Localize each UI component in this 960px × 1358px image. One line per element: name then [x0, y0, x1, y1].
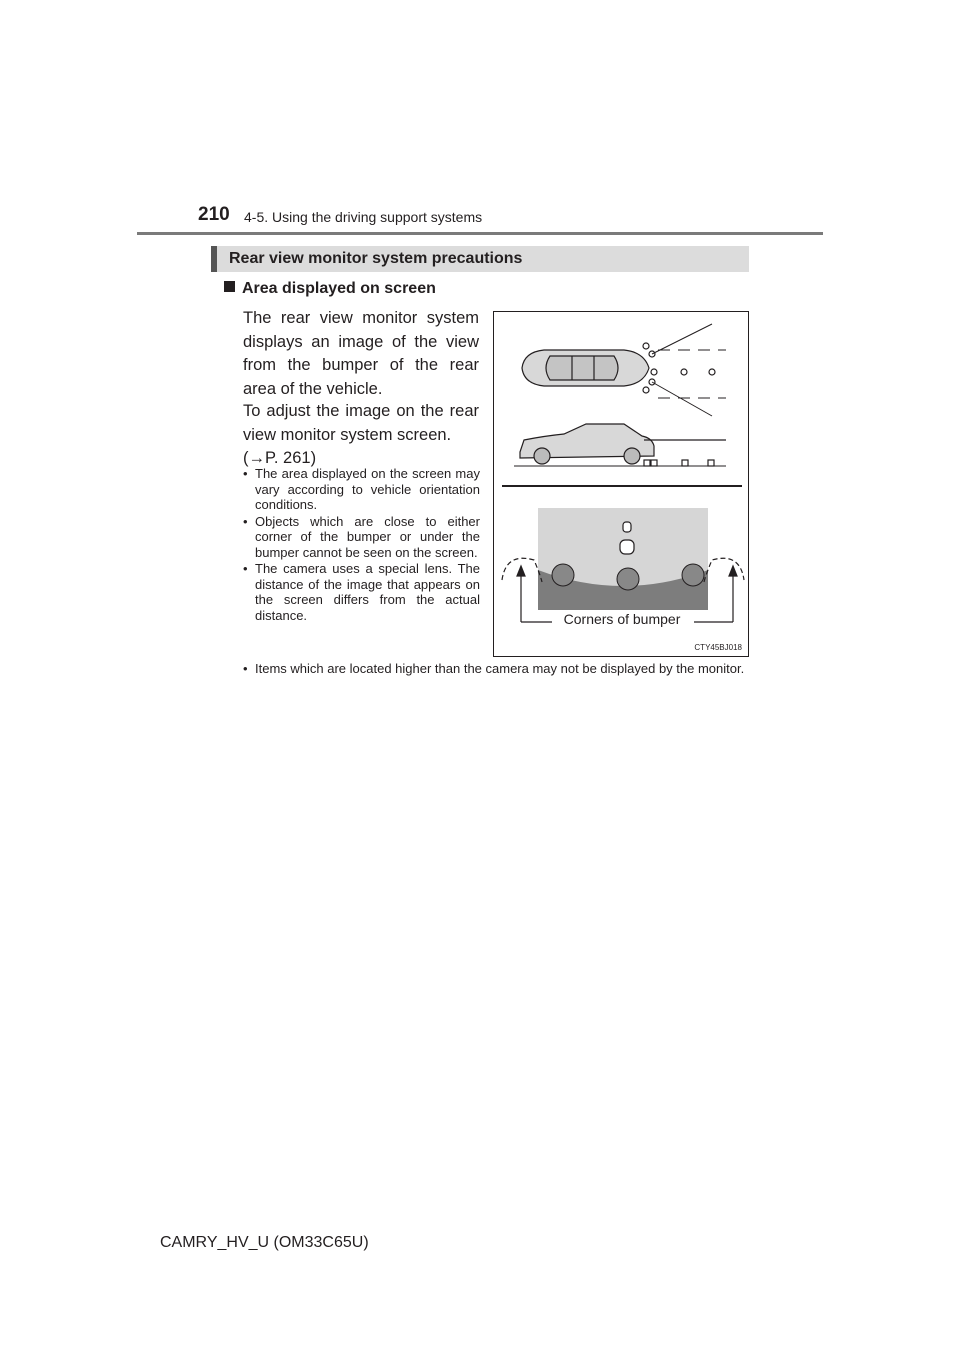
header-rule: [137, 232, 823, 235]
bullet-dot-icon: •: [243, 513, 248, 529]
square-bullet-icon: [224, 281, 235, 292]
chapter-title: 4-5. Using the driving support systems: [244, 209, 483, 225]
car-side-view-icon: [514, 424, 726, 466]
figure-code: CTY45BJ018: [694, 643, 742, 652]
paragraph-description: The rear view monitor system displays an image of the view from the bumper of the rear area of the vehicle.: [243, 309, 479, 398]
subsection-title: Area displayed on screen: [242, 280, 436, 297]
rear-view-illustration: [494, 312, 750, 658]
bullet-text: Objects which are close to either corner of the bumper or under the bumper cannot be seen on the screen.: [255, 513, 480, 560]
page-number: 210: [198, 204, 230, 225]
subsection-heading: [224, 280, 436, 298]
bullet-dot-icon: •: [243, 466, 248, 481]
list-item: [243, 514, 480, 561]
list-item: [243, 661, 745, 677]
footer-model: CAMRY_HV_U (OM33C65U): [160, 1234, 369, 1251]
rear-view-figure: [493, 311, 749, 657]
bullet-text: Items which are located higher than the camera may not be displayed by the monitor.: [255, 661, 745, 676]
paragraph-adjust: [243, 400, 479, 471]
figure-label: Corners of bumper: [563, 611, 681, 627]
list-item: [243, 561, 480, 623]
section-title: Rear view monitor system precautions: [229, 250, 523, 267]
bullet-dot-icon: •: [243, 561, 248, 576]
bullet-text: The area displayed on the screen may vary according to vehicle orientation conditions.: [255, 466, 480, 512]
bullet-dot-icon: •: [243, 661, 248, 676]
paragraph-adjust-text: To adjust the image on the rear view monitor system screen.: [243, 402, 479, 444]
bullet-text: The camera uses a special lens. The distance of the image that appears on the screen differs from the actual distance.: [255, 561, 480, 623]
bullet-list: [243, 466, 480, 624]
ground-markers: [644, 440, 726, 466]
page-reference: (→P. 261): [243, 449, 317, 467]
car-top-view-icon: [522, 350, 649, 386]
list-item: [243, 466, 480, 513]
section-bar: [211, 246, 749, 272]
